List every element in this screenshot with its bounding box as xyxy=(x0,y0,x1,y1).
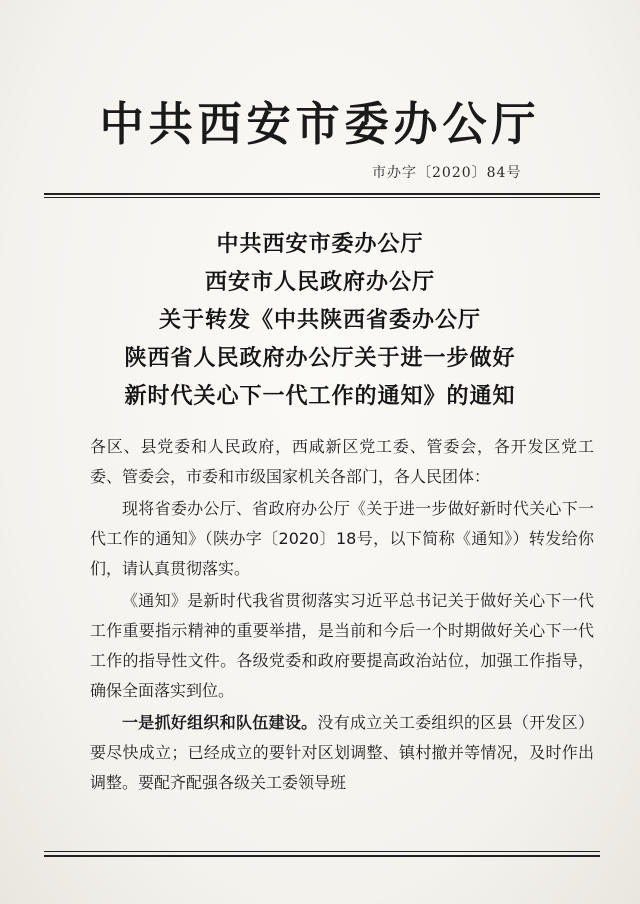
top-separator-rule xyxy=(44,193,600,198)
title-line: 西安市人民政府办公厅 xyxy=(204,269,435,295)
document-title xyxy=(0,225,640,415)
document-number: 市办字〔2020〕84号 xyxy=(372,165,522,181)
point-one-paragraph xyxy=(90,708,594,798)
masthead-title: 中共西安市委办公厅 xyxy=(99,97,541,151)
body-paragraph: 现将省委办公厅、省政府办公厅《关于进一步做好新时代关心下一代工作的通知》（陕办字〔2020〕18号，以下简称《通知》）转发给你们，请认真贯彻落实。 xyxy=(90,499,594,578)
document-body xyxy=(90,432,594,800)
title-line: 关于转发《中共陕西省委办公厅 xyxy=(158,307,481,333)
addressee-paragraph: 各区、县党委和人民政府，西咸新区党工委、管委会，各开发区党工委、管委会，市委和市级国家机关各部门，各人民团体： xyxy=(90,437,594,486)
bottom-separator-rule xyxy=(44,851,600,857)
title-line: 中共西安市委办公厅 xyxy=(216,231,424,257)
point-one-text: 没有成立关工委组织的区县（开发区）要尽快成立；已经成立的要针对区划调整、镇村撤并等情况，及时作出调整。要配齐配强各级关工委领导班 xyxy=(90,713,594,792)
body-paragraph: 《通知》是新时代我省贯彻落实习近平总书记关于做好关心下一代工作重要指示精神的重要举措，是当前和今后一个时期做好关心下一代工作的指导性文件。各级党委和政府要提高政治站位，加强工作指导，确保全面落实到位。 xyxy=(90,591,594,700)
title-line: 新时代关心下一代工作的通知》的通知 xyxy=(124,383,516,409)
title-line: 陕西省人民政府办公厅关于进一步做好 xyxy=(124,345,516,371)
point-one-lead: 一是抓好组织和队伍建设。 xyxy=(122,713,318,732)
